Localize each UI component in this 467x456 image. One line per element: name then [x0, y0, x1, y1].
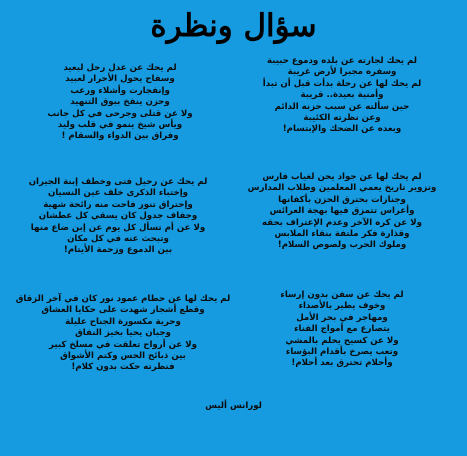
poem-line: وفراق بين الدواء والسقام !: [61, 131, 179, 142]
poem-line: ولا عن كره الآخر وعدم الإعتراف بحقه: [262, 217, 422, 228]
poem-line: لم يحك لها عن جواد يحن لغياب فارس: [262, 172, 422, 182]
poem-line: وجفاف جدول كان يسقي كل عطشان: [38, 211, 198, 222]
poem-line: وإنفجارت وأشلاء ورعب: [70, 85, 170, 96]
poem-line: يتصارع مع أمواج الفناء: [294, 324, 390, 335]
poem-line: وأعراس تتمزق فيها بهجة العرائس: [269, 206, 415, 217]
poem-line: وملوك الحرب ولصوص السلام!: [277, 240, 407, 251]
poem-line: وبعده عن الضحك والإبتسام!: [282, 124, 402, 135]
poem-line: وحزن ينفخ ببوق التنهيد: [70, 97, 170, 108]
poem-line: وقذارة فكر ملتفة بنقاء الملابس: [274, 229, 410, 240]
poem-line: لم يحك لها عن رحلة بدأت قبل أن تبدأ: [262, 78, 422, 89]
poem-line: وخوف يطير بالأصداء: [298, 301, 386, 312]
poem-line: وإختباء الذكرى خلف عين النسيان: [48, 188, 188, 199]
poem-line: وتعب يصرخ بأقدام البؤساء: [285, 347, 399, 358]
poem-line: وإحتراق تنور فاحت منه رائحة شهية: [43, 199, 193, 210]
poem-line: وجبان يحيا بخيز النفاق: [75, 328, 171, 339]
poem-line: حين سألته عن سبب حزنه الدائم: [274, 101, 410, 112]
poem-line: وأحلام تحترق بعد أحلام!: [291, 358, 393, 369]
poem-line: ومهاجر في بحر الأمل: [296, 312, 388, 323]
author-name: لورانس أليس: [205, 401, 262, 411]
poem-line: وعن نظرته الكئيبة: [303, 113, 381, 124]
poem-line: بين الدموع وزحمة الأيتام!: [63, 245, 173, 256]
poem-line: وسفره مجبرا لأرض غريبة: [287, 67, 397, 78]
poem-line: لم يحك لجارته عن بلده ودموع حبيبة: [266, 56, 417, 66]
poem-line: ولا عن أم تسأل كل يوم عن إبن ضاع منها: [30, 222, 206, 233]
left-stanza-1: [20, 63, 220, 143]
poem-line: وسفاح يحول الأحرار لعبيد: [65, 74, 175, 85]
poem-line: لم يحك عن سفن بدون إرساء: [280, 290, 404, 300]
poem-line: وتبحث عنه في كل مكان: [67, 234, 169, 245]
poem-line: بين ذبائح الحس وكتم الأشواق: [60, 351, 186, 362]
poem-line: ويأس شيخ ينمو في قلب وليد: [57, 120, 183, 131]
poem-line: وقطع أشجار شهدت على حكايا العشاق: [41, 305, 205, 316]
left-stanza-3: [8, 294, 238, 374]
right-stanza-1: [257, 56, 427, 136]
left-stanza-2: [8, 177, 228, 257]
poem-line: وتزوير تاريخ يعمي المعلمين وطلاب المدارس: [247, 183, 437, 194]
poem-line: ولا عن أرواح تعلقت في مسلخ كبير: [49, 339, 197, 350]
poem-line: لم يحك لها عن حطام عمود نور كان في آخر الزقاق: [15, 294, 231, 304]
poem-line: وحرية مكسورة الجناح عليلة: [65, 316, 181, 327]
poem-line: فنظرته حكت بدون كلام!: [71, 362, 175, 373]
poem-line: ولا عن كسيح يحلم بالمشي: [285, 335, 399, 346]
poem-line: ولا عن قتلى وجرحى في كل جانب: [47, 108, 193, 119]
right-stanza-3: [257, 290, 427, 370]
right-stanza-2: [247, 172, 437, 252]
poem-line: وأمنية بعيدة.. قريبة: [300, 90, 384, 101]
poem-title: سؤال ونظرة: [150, 8, 317, 44]
poem-line: لم يحك عن رحيل فتى وخطف إبنة الجيران: [28, 177, 208, 187]
poem-line: لم يحك عن عدل رحل لبعيد: [63, 63, 177, 73]
poem-line: وجنازات بحترق الحزن بأكفانها: [278, 194, 406, 205]
